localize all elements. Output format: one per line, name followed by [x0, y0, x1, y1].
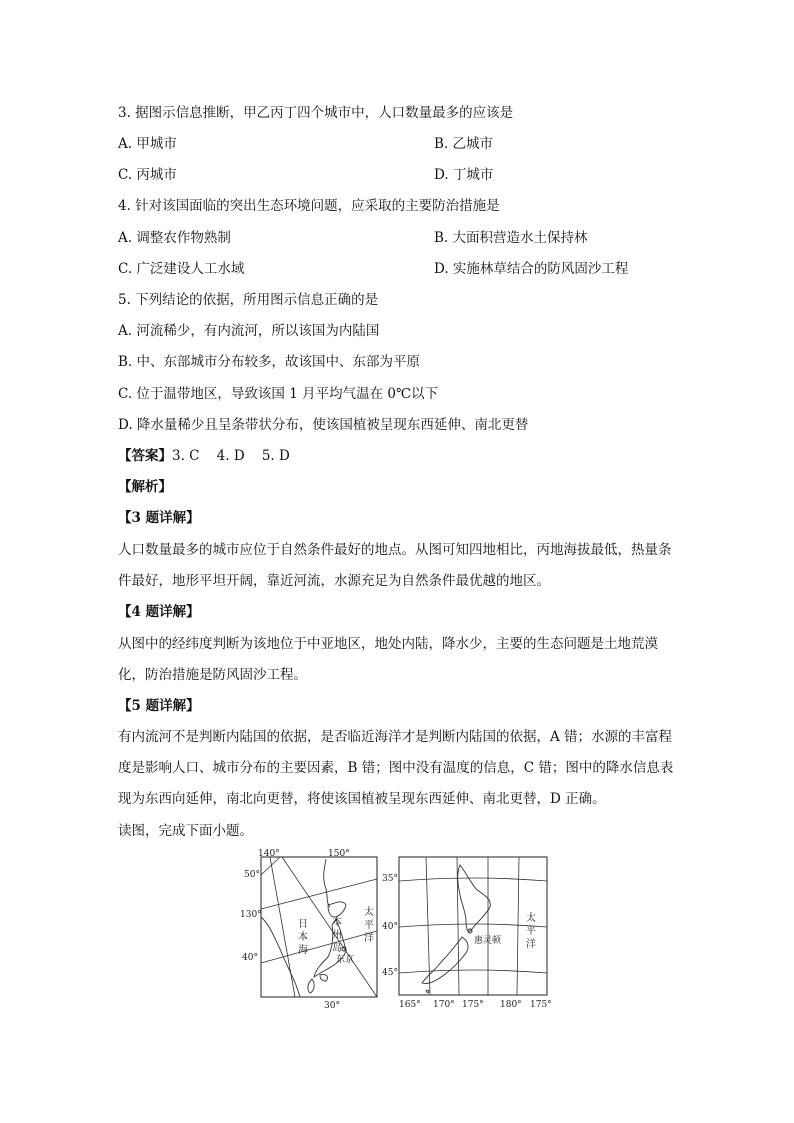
q3-options-row2: [118, 165, 494, 185]
q3-option-d: D. 丁城市: [434, 167, 494, 183]
q4-option-b: B. 大面积营造水土保持林: [434, 230, 588, 246]
map-left-sea-hai: 海: [298, 945, 308, 956]
q5-option-c: C. 位于温带地区，导致该国 1 月平均气温在 0℃以下: [118, 386, 439, 402]
map-figure: [240, 845, 560, 1015]
q5-option-a: A. 河流稀少，有内流河，所以该国为内陆国: [118, 323, 380, 339]
map-right-city-wellington: 惠灵顿: [474, 936, 502, 946]
map-left-sea-ri: 日: [298, 919, 308, 930]
q5-stem: 5. 下列结论的依据，所用图示信息正确的是: [118, 292, 379, 308]
detail5-text: 有内流河不是判断内陆国的依据，是否临近海洋才是判断内陆国的依据，A 错；水源的丰富程度是影响人口、城市分布的主要因素，B 错；图中没有温度的信息，C 错；图中的降水信息表现为东西向延伸，南北向更替，将使该国植被呈现东西延伸、南北更替，D 正确。: [118, 729, 674, 807]
q3-option-b: B. 乙城市: [434, 136, 494, 152]
map-left-ocean-tai: 太: [364, 907, 374, 918]
map-right-lon-165: 165°: [399, 1000, 421, 1010]
q5-option-d: D. 降水量稀少且呈条带状分布，使该国植被呈现东西延伸、南北更替: [118, 417, 529, 433]
map-left-ocean-yang: 洋: [364, 933, 374, 944]
map-right-lon-175b: 175°: [530, 1000, 552, 1010]
map-left-city-tokyo: 东京: [336, 955, 355, 965]
q4-option-c: C. 广泛建设人工水域: [118, 261, 245, 277]
q4-option-a: A. 调整农作物熟制: [118, 230, 231, 246]
answer-text: 3. C 4. D 5. D: [172, 448, 290, 464]
map-left-lon-150: 150°: [328, 849, 350, 859]
map-right-lon-170: 170°: [433, 1000, 455, 1010]
map-left-ocean-ping: 平: [364, 920, 374, 931]
map-left-island-zhou: 州: [332, 930, 342, 941]
detail3-text: 人口数量最多的城市应位于自然条件最好的地点。从图可知四地相比，丙地海拔最低，热量条件最好，地形平坦开阔，靠近河流，水源充足为自然条件最优越的地区。: [118, 542, 672, 589]
map-right-lat-45: 45°: [382, 968, 398, 978]
analysis-heading: 【解析】: [118, 479, 172, 495]
map-left-lat-30: 30°: [324, 1001, 340, 1011]
map-right-lat-35: 35°: [382, 874, 398, 884]
detail5-heading: 【5 题详解】: [118, 698, 200, 714]
q3-option-a: A. 甲城市: [118, 136, 177, 152]
map-right-ocean-tai: 太: [526, 913, 536, 924]
map-left-lon-140: 140°: [258, 849, 280, 859]
map-right-lat-40: 40°: [382, 922, 398, 932]
map-left-sea-ben: 本: [298, 932, 308, 943]
map-right-lon-180: 180°: [500, 1000, 522, 1010]
detail4-heading: 【4 题详解】: [118, 604, 200, 620]
map-right-ocean-ping: 平: [526, 926, 536, 937]
map-left-lat-50: 50°: [244, 870, 260, 880]
japan-map: [240, 849, 377, 1011]
detail3-heading: 【3 题详解】: [118, 510, 200, 526]
q4-options-row2: [118, 259, 629, 279]
map-right-ocean-yang: 洋: [526, 939, 536, 950]
q5-option-b: B. 中、东部城市分布较多，故该国中、东部为平原: [118, 354, 421, 370]
q4-options-row1: [118, 228, 588, 248]
answer-line: [118, 446, 290, 466]
q3-stem: 3. 据图示信息推断，甲乙丙丁四个城市中，人口数量最多的应该是: [118, 105, 514, 121]
map-left-island-ben: 本: [332, 917, 342, 928]
detail4-text: 从图中的经纬度判断为该地位于中亚地区，地处内陆，降水少，主要的生态问题是土地荒漠化，防治措施是防风固沙工程。: [118, 636, 658, 683]
map-left-lat-40: 40°: [242, 953, 258, 963]
map-right-lon-175: 175°: [462, 1000, 484, 1010]
newzealand-map: [382, 857, 552, 1010]
map-left-lon-130: 130°: [240, 910, 262, 920]
q4-stem: 4. 针对该国面临的突出生态环境问题，应采取的主要防治措施是: [118, 198, 500, 214]
instruction-text: 读图，完成下面小题。: [118, 823, 253, 839]
map-left-island-dao: 岛: [332, 943, 342, 954]
q3-option-c: C. 丙城市: [118, 167, 177, 183]
q3-options-row1: [118, 134, 494, 154]
q4-option-d: D. 实施林草结合的防风固沙工程: [434, 261, 629, 277]
answer-label: 【答案】: [118, 448, 172, 464]
